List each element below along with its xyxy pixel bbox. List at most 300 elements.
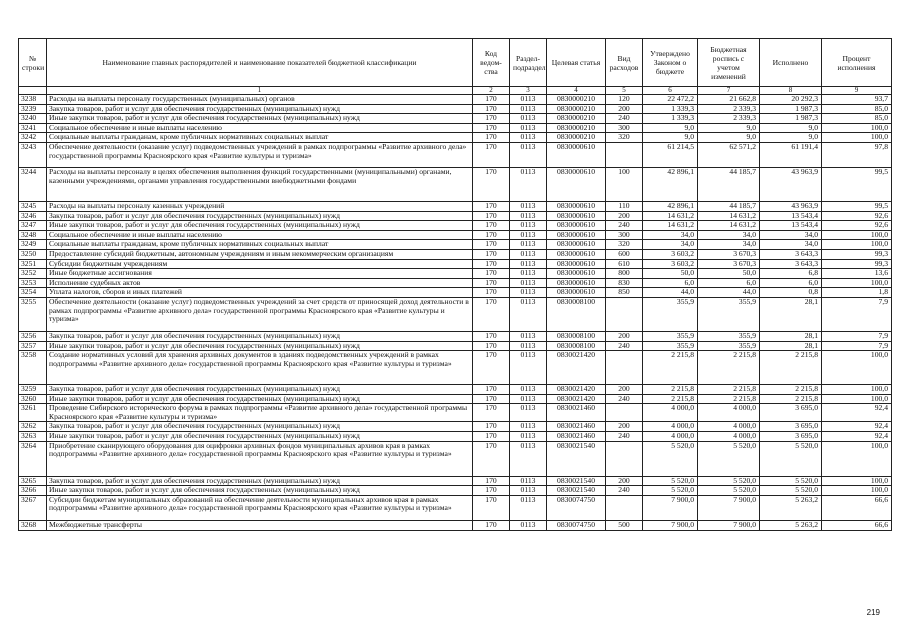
row-name: Уплата налогов, сборов и иных платежей <box>47 288 473 298</box>
header-section: Раздел-подраздел <box>510 39 547 87</box>
row-percent: 7,9 <box>822 341 892 351</box>
header-executed: Исполнено <box>760 39 822 87</box>
row-target-item: 0830000610 <box>547 201 606 211</box>
row-percent: 66,6 <box>822 495 892 520</box>
row-expense-type: 800 <box>606 269 643 279</box>
page-number: 219 <box>866 608 880 617</box>
row-number: 3268 <box>19 520 47 530</box>
row-name: Предоставление субсидий бюджетным, автономным учреждениям и иным некоммерческим организациям <box>47 249 473 259</box>
row-dept-code: 170 <box>473 341 510 351</box>
row-section: 0113 <box>510 114 547 124</box>
row-budget-list: 4 000,0 <box>698 404 760 422</box>
row-expense-type: 110 <box>606 201 643 211</box>
row-target-item: 0830021540 <box>547 476 606 486</box>
row-percent: 99,5 <box>822 201 892 211</box>
row-number: 3266 <box>19 486 47 496</box>
row-section: 0113 <box>510 297 547 331</box>
column-index: 5 <box>606 87 643 95</box>
row-executed: 2 215,8 <box>760 351 822 385</box>
row-percent: 92,6 <box>822 221 892 231</box>
row-name: Субсидии бюджетным учреждениям <box>47 259 473 269</box>
table-row <box>19 476 892 486</box>
row-section: 0113 <box>510 104 547 114</box>
row-target-item: 0830000610 <box>547 142 606 167</box>
row-number: 3238 <box>19 95 47 105</box>
row-number: 3264 <box>19 441 47 476</box>
row-percent: 100,0 <box>822 240 892 250</box>
row-budget-list: 34,0 <box>698 230 760 240</box>
row-dept-code: 170 <box>473 288 510 298</box>
row-executed: 3 643,3 <box>760 249 822 259</box>
row-dept-code: 170 <box>473 394 510 404</box>
column-index: 1 <box>47 87 473 95</box>
row-budget-list: 7 900,0 <box>698 495 760 520</box>
row-expense-type: 200 <box>606 385 643 395</box>
table-row <box>19 341 892 351</box>
row-expense-type <box>606 404 643 422</box>
row-approved: 355,9 <box>643 297 698 331</box>
row-budget-list: 14 631,2 <box>698 221 760 231</box>
row-budget-list: 2 339,3 <box>698 114 760 124</box>
table-row <box>19 95 892 105</box>
row-expense-type: 240 <box>606 114 643 124</box>
table-row <box>19 249 892 259</box>
table-row <box>19 394 892 404</box>
header-name: Наименование главных распорядителей и наименование показателей бюджетной классификации <box>47 39 473 87</box>
row-number: 3248 <box>19 230 47 240</box>
row-name: Социальные выплаты гражданам, кроме публичных нормативных социальных выплат <box>47 133 473 143</box>
row-approved: 42 896,1 <box>643 201 698 211</box>
row-executed: 3 695,0 <box>760 422 822 432</box>
table-row <box>19 123 892 133</box>
row-percent: 100,0 <box>822 385 892 395</box>
row-executed: 2 215,8 <box>760 394 822 404</box>
row-approved: 22 472,2 <box>643 95 698 105</box>
row-percent: 100,0 <box>822 230 892 240</box>
row-percent: 92,4 <box>822 422 892 432</box>
row-percent: 100,0 <box>822 351 892 385</box>
row-budget-list: 44 185,7 <box>698 201 760 211</box>
row-dept-code: 170 <box>473 486 510 496</box>
row-name: Расходы на выплаты персоналу казенных учреждений <box>47 201 473 211</box>
row-dept-code: 170 <box>473 142 510 167</box>
row-number: 3261 <box>19 404 47 422</box>
row-dept-code: 170 <box>473 133 510 143</box>
row-executed: 13 543,4 <box>760 221 822 231</box>
column-index: 7 <box>698 87 760 95</box>
table-row <box>19 230 892 240</box>
row-name: Социальное обеспечение и иные выплаты населению <box>47 123 473 133</box>
row-executed: 6,0 <box>760 278 822 288</box>
row-percent: 100,0 <box>822 123 892 133</box>
row-target-item: 0830021420 <box>547 394 606 404</box>
row-dept-code: 170 <box>473 441 510 476</box>
row-executed: 2 215,8 <box>760 385 822 395</box>
row-budget-list: 14 631,2 <box>698 211 760 221</box>
row-approved: 7 900,0 <box>643 520 698 530</box>
column-index-row <box>19 87 892 95</box>
row-name: Субсидии бюджетам муниципальных образований на обеспечение деятельности муниципальных архивов края в рамках подпрограммы «Развитие архивного дела» государственной программы Красноярского края «Развитие культуры и туризма» <box>47 495 473 520</box>
row-target-item: 0830000610 <box>547 249 606 259</box>
row-expense-type: 320 <box>606 240 643 250</box>
row-number: 3247 <box>19 221 47 231</box>
row-budget-list: 9,0 <box>698 123 760 133</box>
row-executed: 3 643,3 <box>760 259 822 269</box>
table-row <box>19 351 892 385</box>
row-section: 0113 <box>510 476 547 486</box>
row-dept-code: 170 <box>473 95 510 105</box>
row-target-item: 0830074750 <box>547 520 606 530</box>
row-budget-list: 44 185,7 <box>698 167 760 201</box>
row-section: 0113 <box>510 394 547 404</box>
row-section: 0113 <box>510 278 547 288</box>
row-executed: 43 963,9 <box>760 201 822 211</box>
row-budget-list: 62 571,2 <box>698 142 760 167</box>
row-percent: 93,7 <box>822 95 892 105</box>
column-index <box>19 87 47 95</box>
row-percent: 85,0 <box>822 104 892 114</box>
row-name: Проведение Сибирского исторического форума в рамках подпрограммы «Развитие архивного дела» государственной программы Красноярского края «Развитие культуры и туризма» <box>47 404 473 422</box>
table-row <box>19 240 892 250</box>
row-approved: 4 000,0 <box>643 404 698 422</box>
row-name: Исполнение судебных актов <box>47 278 473 288</box>
table-row <box>19 278 892 288</box>
row-executed: 43 963,9 <box>760 167 822 201</box>
row-target-item: 0830000610 <box>547 221 606 231</box>
row-target-item: 0830021540 <box>547 486 606 496</box>
row-executed: 28,1 <box>760 297 822 331</box>
table-row <box>19 486 892 496</box>
row-percent: 99,3 <box>822 249 892 259</box>
row-target-item: 0830008100 <box>547 297 606 331</box>
row-budget-list: 2 215,8 <box>698 351 760 385</box>
row-budget-list: 5 520,0 <box>698 476 760 486</box>
row-approved: 14 631,2 <box>643 211 698 221</box>
row-approved: 44,0 <box>643 288 698 298</box>
row-executed: 9,0 <box>760 133 822 143</box>
row-name: Иные закупки товаров, работ и услуг для обеспечения государственных (муниципальных) нужд <box>47 486 473 496</box>
row-dept-code: 170 <box>473 432 510 442</box>
row-name: Закупка товаров, работ и услуг для обеспечения государственных (муниципальных) нужд <box>47 331 473 341</box>
row-expense-type: 610 <box>606 259 643 269</box>
column-index: 4 <box>547 87 606 95</box>
row-expense-type: 500 <box>606 520 643 530</box>
row-section: 0113 <box>510 441 547 476</box>
row-percent: 7,9 <box>822 331 892 341</box>
row-dept-code: 170 <box>473 167 510 201</box>
table-body <box>19 95 892 531</box>
table-row <box>19 104 892 114</box>
row-executed: 34,0 <box>760 230 822 240</box>
row-budget-list: 21 662,8 <box>698 95 760 105</box>
row-name: Обеспечение деятельности (оказание услуг) подведомственных учреждений за счет средств от приносящей доход деятельности в рамках подпрограммы «Развитие архивного дела» государственной программы Красноярского края «Развитие культуры и туризма» <box>47 297 473 331</box>
column-index: 9 <box>822 87 892 95</box>
row-number: 3263 <box>19 432 47 442</box>
row-target-item: 0830000210 <box>547 95 606 105</box>
header-percent: Процент исполнения <box>822 39 892 87</box>
row-percent: 100,0 <box>822 486 892 496</box>
row-expense-type: 850 <box>606 288 643 298</box>
table-row <box>19 404 892 422</box>
row-expense-type <box>606 142 643 167</box>
row-name: Обеспечение деятельности (оказание услуг) подведомственных учреждений в рамках подпрограммы «Развитие архивного дела» государственной программы Красноярского края «Развитие культуры и туризма» <box>47 142 473 167</box>
row-budget-list: 34,0 <box>698 240 760 250</box>
row-executed: 20 292,3 <box>760 95 822 105</box>
table-row <box>19 221 892 231</box>
row-approved: 1 339,3 <box>643 104 698 114</box>
row-approved: 4 000,0 <box>643 432 698 442</box>
row-name: Иные закупки товаров, работ и услуг для обеспечения государственных (муниципальных) нужд <box>47 221 473 231</box>
header-row <box>19 39 892 87</box>
row-budget-list: 3 670,3 <box>698 249 760 259</box>
row-approved: 34,0 <box>643 230 698 240</box>
row-approved: 3 603,2 <box>643 249 698 259</box>
row-budget-list: 2 215,8 <box>698 385 760 395</box>
row-section: 0113 <box>510 404 547 422</box>
row-number: 3240 <box>19 114 47 124</box>
row-dept-code: 170 <box>473 114 510 124</box>
row-name: Создание нормативных условий для хранения архивных документов в зданиях подведомственных учреждений в рамках подпрограммы «Развитие архивного дела» государственной программы Красноярского края «Развитие культуры и туризма» <box>47 351 473 385</box>
row-section: 0113 <box>510 486 547 496</box>
row-executed: 28,1 <box>760 331 822 341</box>
row-dept-code: 170 <box>473 331 510 341</box>
table-row <box>19 422 892 432</box>
row-percent: 97,8 <box>822 142 892 167</box>
row-target-item: 0830000610 <box>547 288 606 298</box>
row-executed: 3 695,0 <box>760 432 822 442</box>
row-name: Социальное обеспечение и иные выплаты населению <box>47 230 473 240</box>
row-dept-code: 170 <box>473 476 510 486</box>
header-approved: Утверждено Законом о бюджете <box>643 39 698 87</box>
table-row <box>19 441 892 476</box>
row-executed: 5 520,0 <box>760 441 822 476</box>
row-percent: 92,6 <box>822 211 892 221</box>
row-number: 3262 <box>19 422 47 432</box>
row-executed: 1 987,3 <box>760 104 822 114</box>
row-percent: 99,5 <box>822 167 892 201</box>
row-target-item: 0830021420 <box>547 351 606 385</box>
row-target-item: 0830000210 <box>547 123 606 133</box>
row-percent: 100,0 <box>822 394 892 404</box>
row-executed: 61 191,4 <box>760 142 822 167</box>
row-approved: 5 520,0 <box>643 486 698 496</box>
row-name: Иные закупки товаров, работ и услуг для обеспечения государственных (муниципальных) нужд <box>47 432 473 442</box>
row-number: 3251 <box>19 259 47 269</box>
row-name: Социальные выплаты гражданам, кроме публичных нормативных социальных выплат <box>47 240 473 250</box>
row-expense-type: 200 <box>606 476 643 486</box>
row-expense-type: 600 <box>606 249 643 259</box>
row-percent: 13,6 <box>822 269 892 279</box>
row-section: 0113 <box>510 341 547 351</box>
table-row <box>19 385 892 395</box>
row-section: 0113 <box>510 288 547 298</box>
row-expense-type: 300 <box>606 123 643 133</box>
row-approved: 50,0 <box>643 269 698 279</box>
row-expense-type: 240 <box>606 221 643 231</box>
table-row <box>19 114 892 124</box>
row-dept-code: 170 <box>473 297 510 331</box>
row-approved: 9,0 <box>643 123 698 133</box>
row-executed: 6,8 <box>760 269 822 279</box>
column-index: 2 <box>473 87 510 95</box>
row-executed: 5 263,2 <box>760 495 822 520</box>
row-dept-code: 170 <box>473 240 510 250</box>
row-section: 0113 <box>510 385 547 395</box>
row-budget-list: 355,9 <box>698 341 760 351</box>
row-approved: 42 896,1 <box>643 167 698 201</box>
row-expense-type: 200 <box>606 211 643 221</box>
table-row <box>19 269 892 279</box>
row-dept-code: 170 <box>473 385 510 395</box>
column-index: 8 <box>760 87 822 95</box>
row-number: 3246 <box>19 211 47 221</box>
header-expense-type: Вид расходов <box>606 39 643 87</box>
row-budget-list: 7 900,0 <box>698 520 760 530</box>
row-number: 3250 <box>19 249 47 259</box>
row-expense-type: 830 <box>606 278 643 288</box>
row-approved: 3 603,2 <box>643 259 698 269</box>
row-approved: 355,9 <box>643 331 698 341</box>
row-dept-code: 170 <box>473 230 510 240</box>
table-row <box>19 288 892 298</box>
row-expense-type: 200 <box>606 422 643 432</box>
row-dept-code: 170 <box>473 520 510 530</box>
row-expense-type: 240 <box>606 432 643 442</box>
row-expense-type: 200 <box>606 104 643 114</box>
row-executed: 28,1 <box>760 341 822 351</box>
row-percent: 66,6 <box>822 520 892 530</box>
row-section: 0113 <box>510 520 547 530</box>
row-expense-type: 100 <box>606 167 643 201</box>
row-budget-list: 2 339,3 <box>698 104 760 114</box>
row-expense-type <box>606 495 643 520</box>
row-approved: 2 215,8 <box>643 385 698 395</box>
row-approved: 2 215,8 <box>643 394 698 404</box>
row-percent: 1,8 <box>822 288 892 298</box>
header-row-number: № строки <box>19 39 47 87</box>
row-executed: 9,0 <box>760 123 822 133</box>
row-name: Иные закупки товаров, работ и услуг для обеспечения государственных (муниципальных) нужд <box>47 394 473 404</box>
column-index: 6 <box>643 87 698 95</box>
row-target-item: 0830000610 <box>547 240 606 250</box>
table-row <box>19 211 892 221</box>
row-number: 3260 <box>19 394 47 404</box>
row-target-item: 0830000610 <box>547 230 606 240</box>
row-number: 3241 <box>19 123 47 133</box>
row-expense-type: 240 <box>606 486 643 496</box>
row-target-item: 0830000210 <box>547 133 606 143</box>
budget-table-sheet <box>18 38 891 531</box>
row-number: 3252 <box>19 269 47 279</box>
row-executed: 34,0 <box>760 240 822 250</box>
row-executed: 5 520,0 <box>760 476 822 486</box>
row-target-item: 0830021540 <box>547 441 606 476</box>
row-percent: 100,0 <box>822 278 892 288</box>
row-budget-list: 5 520,0 <box>698 441 760 476</box>
row-section: 0113 <box>510 95 547 105</box>
row-section: 0113 <box>510 167 547 201</box>
row-name: Расходы на выплаты персоналу в целях обеспечения выполнения функций государственными (муниципальными) органами, казенными учреждениями, органами управления государственными внебюджетными фондами <box>47 167 473 201</box>
row-budget-list: 355,9 <box>698 331 760 341</box>
table-row <box>19 259 892 269</box>
table-row <box>19 133 892 143</box>
row-approved: 61 214,5 <box>643 142 698 167</box>
row-expense-type: 320 <box>606 133 643 143</box>
row-percent: 85,0 <box>822 114 892 124</box>
row-section: 0113 <box>510 259 547 269</box>
row-dept-code: 170 <box>473 495 510 520</box>
row-dept-code: 170 <box>473 422 510 432</box>
row-budget-list: 9,0 <box>698 133 760 143</box>
row-percent: 100,0 <box>822 476 892 486</box>
row-approved: 355,9 <box>643 341 698 351</box>
row-target-item: 0830000210 <box>547 104 606 114</box>
row-target-item: 0830021460 <box>547 404 606 422</box>
row-number: 3257 <box>19 341 47 351</box>
header-budget-list: Бюджетная роспись с учетом изменений <box>698 39 760 87</box>
row-dept-code: 170 <box>473 201 510 211</box>
row-target-item: 0830000610 <box>547 278 606 288</box>
row-expense-type <box>606 351 643 385</box>
row-approved: 5 520,0 <box>643 441 698 476</box>
row-section: 0113 <box>510 331 547 341</box>
row-budget-list: 6,0 <box>698 278 760 288</box>
row-percent: 7,9 <box>822 297 892 331</box>
row-dept-code: 170 <box>473 259 510 269</box>
row-section: 0113 <box>510 211 547 221</box>
row-dept-code: 170 <box>473 269 510 279</box>
row-number: 3267 <box>19 495 47 520</box>
row-name: Закупка товаров, работ и услуг для обеспечения государственных (муниципальных) нужд <box>47 422 473 432</box>
row-approved: 6,0 <box>643 278 698 288</box>
row-budget-list: 44,0 <box>698 288 760 298</box>
header-target-item: Целевая статья <box>547 39 606 87</box>
row-name: Иные закупки товаров, работ и услуг для обеспечения государственных (муниципальных) нужд <box>47 114 473 124</box>
row-budget-list: 4 000,0 <box>698 422 760 432</box>
row-percent: 92,4 <box>822 404 892 422</box>
row-name: Закупка товаров, работ и услуг для обеспечения государственных (муниципальных) нужд <box>47 104 473 114</box>
row-target-item: 0830000610 <box>547 167 606 201</box>
row-section: 0113 <box>510 269 547 279</box>
table-row <box>19 142 892 167</box>
row-budget-list: 4 000,0 <box>698 432 760 442</box>
row-number: 3265 <box>19 476 47 486</box>
row-name: Закупка товаров, работ и услуг для обеспечения государственных (муниципальных) нужд <box>47 476 473 486</box>
row-executed: 0,8 <box>760 288 822 298</box>
row-number: 3243 <box>19 142 47 167</box>
row-percent: 92,4 <box>822 432 892 442</box>
row-section: 0113 <box>510 123 547 133</box>
row-executed: 13 543,4 <box>760 211 822 221</box>
row-target-item: 0830074750 <box>547 495 606 520</box>
row-approved: 9,0 <box>643 133 698 143</box>
row-approved: 2 215,8 <box>643 351 698 385</box>
row-section: 0113 <box>510 495 547 520</box>
row-number: 3254 <box>19 288 47 298</box>
row-number: 3242 <box>19 133 47 143</box>
row-budget-list: 2 215,8 <box>698 394 760 404</box>
row-dept-code: 170 <box>473 104 510 114</box>
row-name: Иные бюджетные ассигнования <box>47 269 473 279</box>
row-expense-type <box>606 441 643 476</box>
row-approved: 4 000,0 <box>643 422 698 432</box>
row-target-item: 0830021460 <box>547 422 606 432</box>
row-section: 0113 <box>510 249 547 259</box>
row-expense-type: 240 <box>606 341 643 351</box>
row-expense-type: 120 <box>606 95 643 105</box>
row-name: Межбюджетные трансферты <box>47 520 473 530</box>
row-approved: 5 520,0 <box>643 476 698 486</box>
